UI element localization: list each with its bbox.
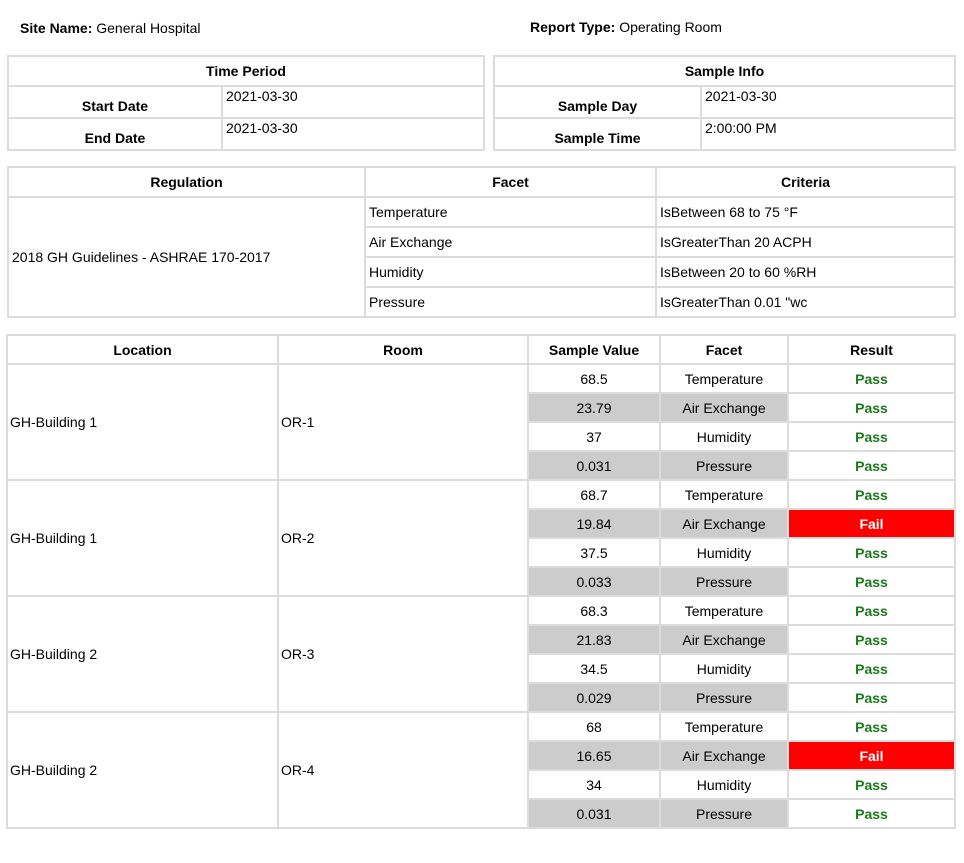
regulation-criteria: IsBetween 68 to 75 °F [656,197,955,227]
facet-cell: Humidity [660,422,788,451]
site-name-label: Site Name: [20,20,93,36]
fail-badge: Fail [788,741,955,770]
regulation-criteria: IsGreaterThan 20 ACPH [656,227,955,257]
report-type [530,19,722,35]
end-date-label: End Date [8,118,222,150]
room-cell: OR-4 [278,712,528,828]
report-type-label: Report Type: [530,19,616,35]
pass-badge: Pass [788,451,955,480]
regulation-facet: Pressure [365,287,656,317]
sample-value-cell: 0.031 [528,799,660,828]
facet-cell: Humidity [660,654,788,683]
regulation-facet: Temperature [365,197,656,227]
sample-day-label: Sample Day [494,86,701,118]
sample-value-cell: 68.3 [528,596,660,625]
sample-value-cell: 68.7 [528,480,660,509]
table-row [7,712,955,741]
site-name-value: General Hospital [96,20,201,36]
end-date-value: 2021-03-30 [222,118,484,150]
sample-value-cell: 21.83 [528,625,660,654]
sample-value-cell: 23.79 [528,393,660,422]
regulation-facet: Humidity [365,257,656,287]
sample-value-cell: 68.5 [528,364,660,393]
facet-cell: Humidity [660,538,788,567]
table-row [7,364,955,393]
sample-info-table [493,55,956,151]
sample-value-cell: 34.5 [528,654,660,683]
regulation-table [7,166,956,318]
report-type-value: Operating Room [619,19,722,35]
sample-value-cell: 68 [528,712,660,741]
facet-cell: Air Exchange [660,393,788,422]
facet-cell: Pressure [660,683,788,712]
pass-badge: Pass [788,770,955,799]
sample-value-cell: 37 [528,422,660,451]
table-row [7,596,955,625]
pass-badge: Pass [788,364,955,393]
facet-cell: Temperature [660,596,788,625]
sample-day-value: 2021-03-30 [701,86,955,118]
room-cell: OR-2 [278,480,528,596]
result-header: Result [788,335,955,364]
regulation-facet: Air Exchange [365,227,656,257]
fail-badge: Fail [788,509,955,538]
pass-badge: Pass [788,422,955,451]
regulation-criteria: IsGreaterThan 0.01 "wc [656,287,955,317]
site-name [20,20,201,36]
facet-cell: Temperature [660,364,788,393]
pass-badge: Pass [788,799,955,828]
facet-cell: Air Exchange [660,741,788,770]
facet-header: Facet [365,167,656,197]
location-header: Location [7,335,278,364]
pass-badge: Pass [788,683,955,712]
facet-cell: Temperature [660,480,788,509]
sample-value-cell: 37.5 [528,538,660,567]
pass-badge: Pass [788,393,955,422]
pass-badge: Pass [788,596,955,625]
regulation-criteria: IsBetween 20 to 60 %RH [656,257,955,287]
room-header: Room [278,335,528,364]
facet-cell: Humidity [660,770,788,799]
time-period-table [7,55,485,151]
start-date-label: Start Date [8,86,222,118]
pass-badge: Pass [788,480,955,509]
start-date-value: 2021-03-30 [222,86,484,118]
facet-cell: Air Exchange [660,509,788,538]
sample-value-cell: 19.84 [528,509,660,538]
sample-info-title: Sample Info [494,56,955,86]
sample-time-value: 2:00:00 PM [701,118,955,150]
sample-value-cell: 0.033 [528,567,660,596]
table-row [7,480,955,509]
pass-badge: Pass [788,712,955,741]
facet-cell: Pressure [660,451,788,480]
sample-time-label: Sample Time [494,118,701,150]
pass-badge: Pass [788,538,955,567]
sample-value-cell: 16.65 [528,741,660,770]
sample-value-cell: 0.029 [528,683,660,712]
location-cell: GH-Building 1 [7,480,278,596]
results-table [6,334,956,829]
sample-value-cell: 34 [528,770,660,799]
time-period-title: Time Period [8,56,484,86]
criteria-header: Criteria [656,167,955,197]
pass-badge: Pass [788,567,955,596]
facet-cell: Pressure [660,799,788,828]
room-cell: OR-3 [278,596,528,712]
facet-cell: Air Exchange [660,625,788,654]
pass-badge: Pass [788,625,955,654]
regulation-header: Regulation [8,167,365,197]
location-cell: GH-Building 1 [7,364,278,480]
sample-value-header: Sample Value [528,335,660,364]
facet-cell: Temperature [660,712,788,741]
facet-cell: Pressure [660,567,788,596]
pass-badge: Pass [788,654,955,683]
regulation-name: 2018 GH Guidelines - ASHRAE 170-2017 [8,197,365,317]
location-cell: GH-Building 2 [7,596,278,712]
sample-value-cell: 0.031 [528,451,660,480]
location-cell: GH-Building 2 [7,712,278,828]
result-facet-header: Facet [660,335,788,364]
room-cell: OR-1 [278,364,528,480]
